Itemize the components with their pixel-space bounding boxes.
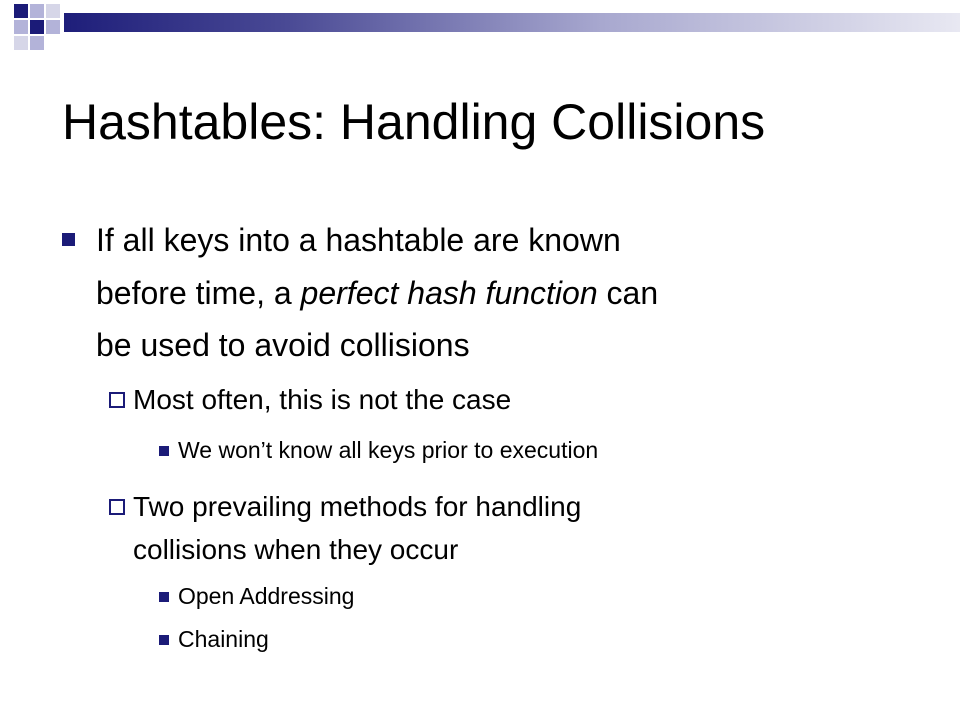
deco-square — [30, 36, 44, 50]
deco-square — [14, 4, 28, 18]
header-gradient-bar — [64, 13, 960, 32]
bullet-1-emphasis: perfect hash function — [300, 275, 598, 311]
bullet-square-icon — [159, 446, 169, 456]
bullet-1-line-2 — [96, 268, 658, 318]
deco-square — [46, 4, 60, 18]
bullet-1-text: can — [597, 275, 659, 311]
hollow-square-bullet-icon — [109, 392, 125, 408]
bullet-1-line-3: be used to avoid collisions — [96, 327, 470, 363]
deco-square — [30, 4, 44, 18]
bullet-square-icon — [159, 592, 169, 602]
sub-bullet-2-line-1: Two prevailing methods for handling — [133, 491, 582, 522]
bullet-square-icon — [62, 233, 75, 246]
sub-sub-bullet-2: Open Addressing — [178, 583, 355, 609]
bullet-square-icon — [159, 635, 169, 645]
sub-sub-bullet-3: Chaining — [178, 626, 269, 652]
bullet-1-line-1: If all keys into a hashtable are known — [96, 222, 621, 258]
bullet-1-text: before time, a — [96, 275, 301, 311]
deco-square — [30, 20, 44, 34]
deco-square — [14, 20, 28, 34]
sub-bullet-2-line-2: collisions when they occur — [133, 534, 459, 565]
deco-square — [14, 36, 28, 50]
sub-bullet-1: Most often, this is not the case — [133, 384, 512, 415]
sub-sub-bullet-1: We won’t know all keys prior to execution — [178, 437, 599, 463]
slide-title: Hashtables: Handling Collisions — [62, 94, 766, 150]
hollow-square-bullet-icon — [109, 499, 125, 515]
deco-square — [46, 20, 60, 34]
